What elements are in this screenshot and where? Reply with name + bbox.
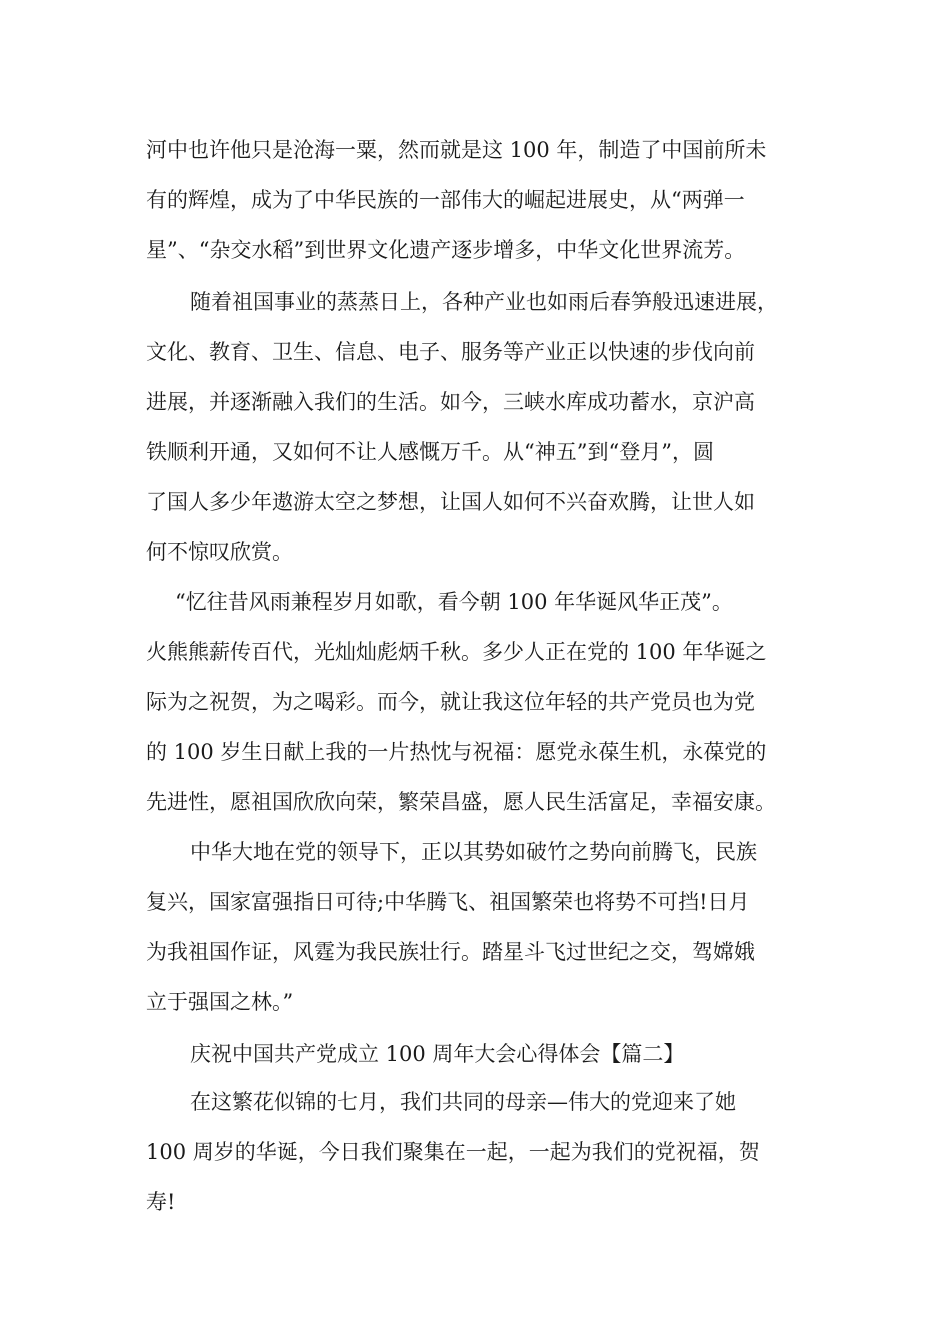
body-text-line: 了国人多少年遨游太空之梦想，让国人如何不兴奋欢腾，让世人如 bbox=[146, 490, 755, 514]
section-heading: 庆祝中国共产党成立 100 周年大会心得体会【篇二】 bbox=[190, 1042, 685, 1066]
body-text-line: 际为之祝贺，为之喝彩。而今，就让我这位年轻的共产党员也为党 bbox=[146, 690, 755, 714]
body-text-line: 寿! bbox=[146, 1190, 176, 1214]
body-text-line: 文化、教育、卫生、信息、电子、服务等产业正以快速的步伐向前 bbox=[146, 340, 755, 364]
body-text-line: 复兴，国家富强指日可待;中华腾飞、祖国繁荣也将势不可挡!日月 bbox=[146, 890, 750, 914]
body-text-line: 为我祖国作证，风霆为我民族壮行。踏星斗飞过世纪之交，驾嫦娥 bbox=[146, 940, 755, 964]
body-text-line: 铁顺利开通，又如何不让人感慨万千。从“神五”到“登月”，圆 bbox=[146, 440, 714, 464]
body-text-line: 何不惊叹欣赏。 bbox=[146, 540, 293, 564]
paragraph-first-line: 中华大地在党的领导下，正以其势如破竹之势向前腾飞，民族 bbox=[190, 840, 757, 864]
body-text-line: 100 周岁的华诞，今日我们聚集在一起，一起为我们的党祝福，贺 bbox=[146, 1140, 760, 1164]
body-text-line: 进展，并逐渐融入我们的生活。如今，三峡水库成功蓄水，京沪高 bbox=[146, 390, 755, 414]
body-text-line: 先进性，愿祖国欣欣向荣，繁荣昌盛，愿人民生活富足，幸福安康。 bbox=[146, 790, 776, 814]
body-text-line: 有的辉煌，成为了中华民族的一部伟大的崛起进展史，从“两弹一 bbox=[146, 188, 745, 212]
body-text-line: 立于强国之林。” bbox=[146, 990, 294, 1014]
paragraph-first-line: 在这繁花似锦的七月，我们共同的母亲—伟大的党迎来了她 bbox=[190, 1090, 736, 1114]
paragraph-first-line: 随着祖国事业的蒸蒸日上，各种产业也如雨后春笋般迅速进展， bbox=[190, 290, 778, 314]
body-text-line: 河中也许他只是沧海一粟，然而就是这 100 年，制造了中国前所未 bbox=[146, 138, 767, 162]
body-text-line: 的 100 岁生日献上我的一片热忱与祝福：愿党永葆生机，永葆党的 bbox=[146, 740, 767, 764]
body-text-line: 火熊熊薪传百代，光灿灿彪炳千秋。多少人正在党的 100 年华诞之 bbox=[146, 640, 767, 664]
paragraph-first-line: “忆往昔风雨兼程岁月如歌，看今朝 100 年华诞风华正茂”。 bbox=[175, 590, 733, 614]
body-text-line: 星”、“杂交水稻”到世界文化遗产逐步增多，中华文化世界流芳。 bbox=[146, 238, 746, 262]
